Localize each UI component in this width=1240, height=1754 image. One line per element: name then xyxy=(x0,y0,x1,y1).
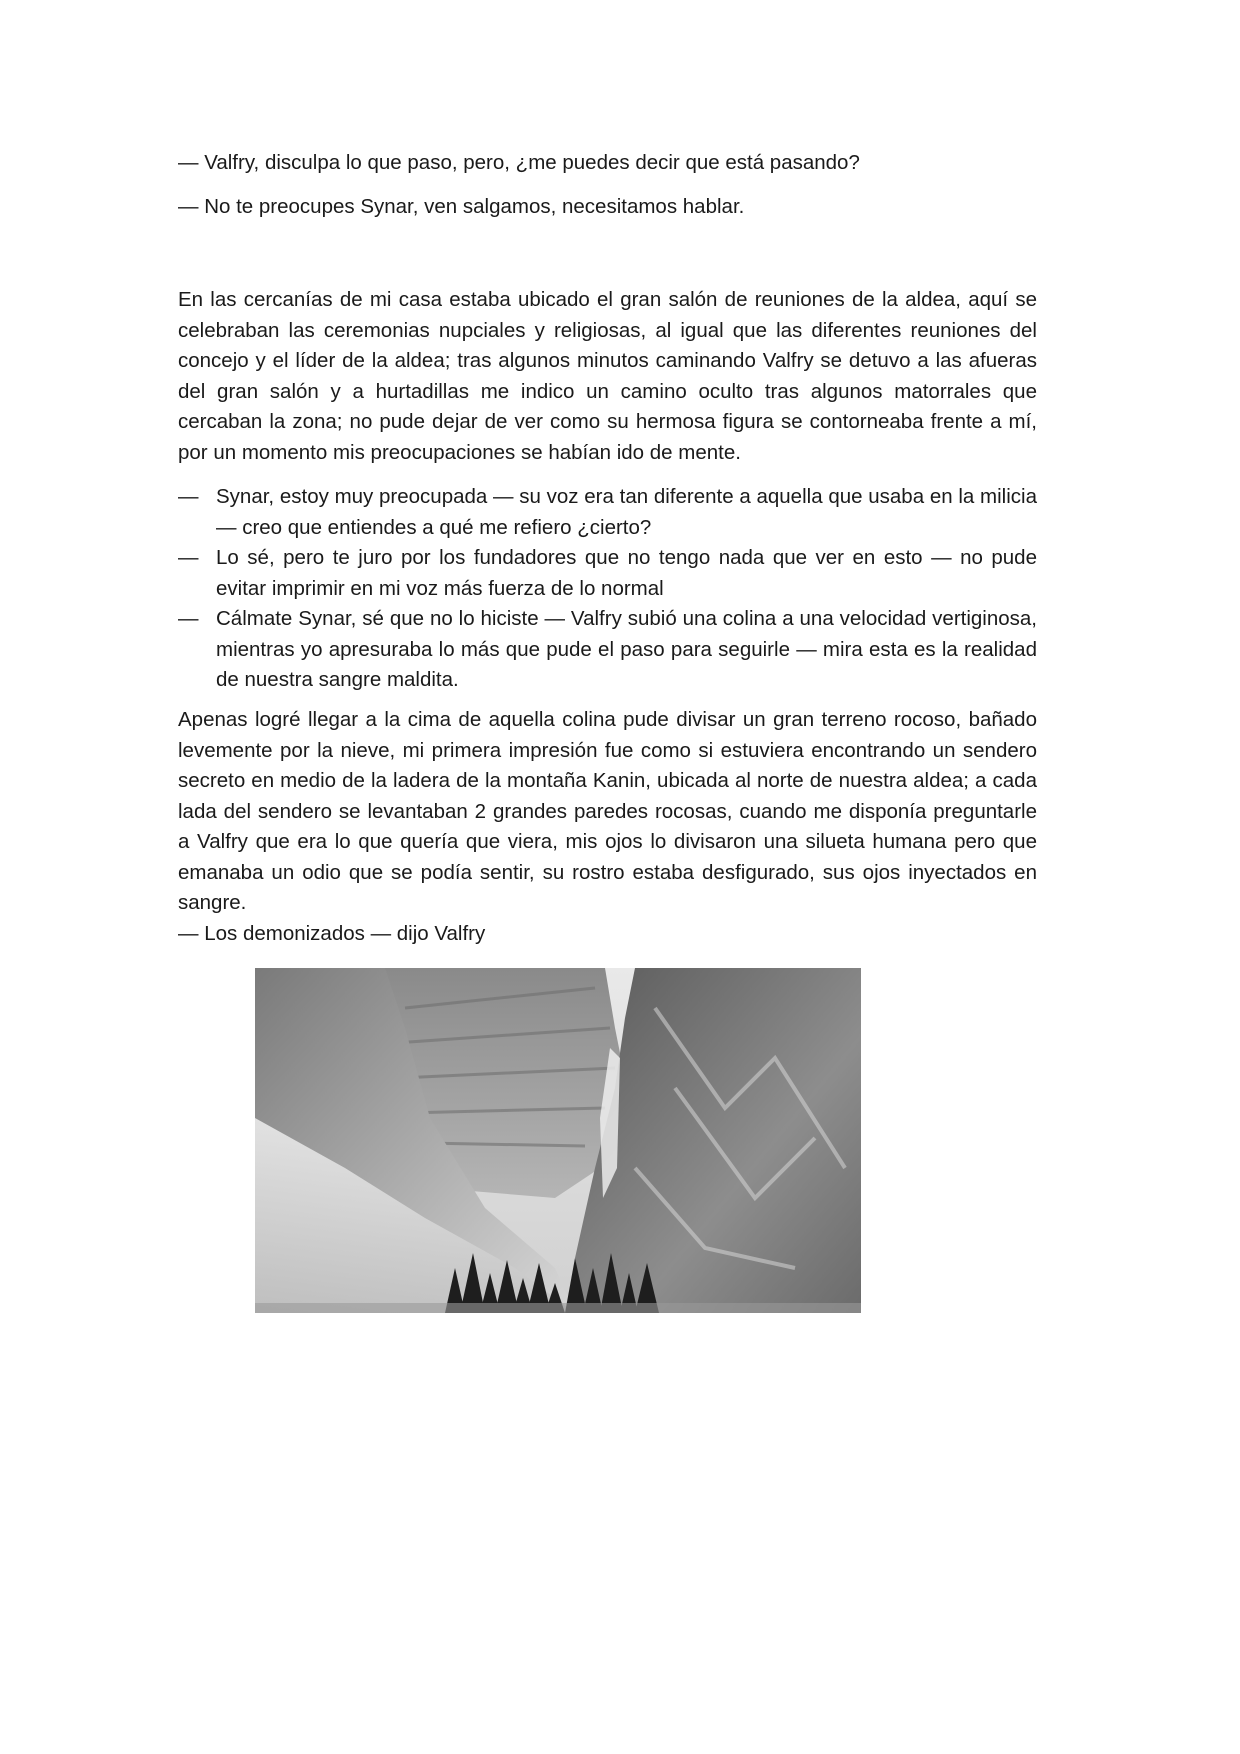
dialogue-item-text: Cálmate Synar, sé que no lo hiciste — Valfry subió una colina a una velocidad vertiginosa, mientras yo apresuraba lo más que pude el paso para seguirle — mira esta es la realidad de nuestra sangre maldita. xyxy=(216,607,1037,691)
dialogue-line-1: — Valfry, disculpa lo que paso, pero, ¿me puedes decir que está pasando? xyxy=(178,151,860,174)
dialogue-list xyxy=(178,482,1037,696)
dialogue-item-1 xyxy=(178,482,1037,543)
dash-marker: — xyxy=(178,607,199,630)
paragraph-text: Apenas logré llegar a la cima de aquella colina pude divisar un gran terreno rocoso, bañado levemente por la nieve, mi primera impresión fue como si estuviera encontrando un sendero secreto en medio de la ladera de la montaña Kanin, ubicada al norte de nuestra aldea; a cada lada del sendero se levantaban 2 grandes paredes rocosas, cuando me disponía preguntarle a Valfry que era lo que quería que viera, mis ojos lo divisaron una silueta humana pero que emanaba un odio que se podía sentir, su rostro estaba desfigurado, sus ojos inyectados en sangre. xyxy=(178,708,1037,914)
dialogue-item-text: Lo sé, pero te juro por los fundadores que no tengo nada que ver en esto — no pude evitar imprimir en mi voz más fuerza de lo normal xyxy=(216,546,1037,600)
dialogue-item-text: Synar, estoy muy preocupada — su voz era tan diferente a aquella que usaba en la milicia — creo que entiendes a qué me refiero ¿cierto? xyxy=(216,485,1037,539)
dialogue-line-2: — No te preocupes Synar, ven salgamos, necesitamos hablar. xyxy=(178,195,745,218)
paragraph-village-hall xyxy=(178,285,1037,468)
mountain-canyon-photo xyxy=(255,968,861,1313)
dash-marker: — xyxy=(178,485,199,508)
dialogue-item-2 xyxy=(178,543,1037,604)
paragraph-text: En las cercanías de mi casa estaba ubicado el gran salón de reuniones de la aldea, aquí se celebraban las ceremonias nupciales y religiosas, al igual que las diferentes reuniones del concejo y el líder de la aldea; tras algunos minutos caminando Valfry se detuvo a las afueras del gran salón y a hurtadillas me indico un camino oculto tras algunos matorrales que cercaban la zona; no pude dejar de ver como su hermosa figura se contorneaba frente a mí, por un momento mis preocupaciones se habían ido de mente. xyxy=(178,288,1037,464)
dialogue-item-3 xyxy=(178,604,1037,696)
closing-dialogue-line: — Los demonizados — dijo Valfry xyxy=(178,922,486,945)
paragraph-rocky-terrain xyxy=(178,705,1037,919)
dash-marker: — xyxy=(178,546,199,569)
ground-strip xyxy=(255,1303,861,1313)
